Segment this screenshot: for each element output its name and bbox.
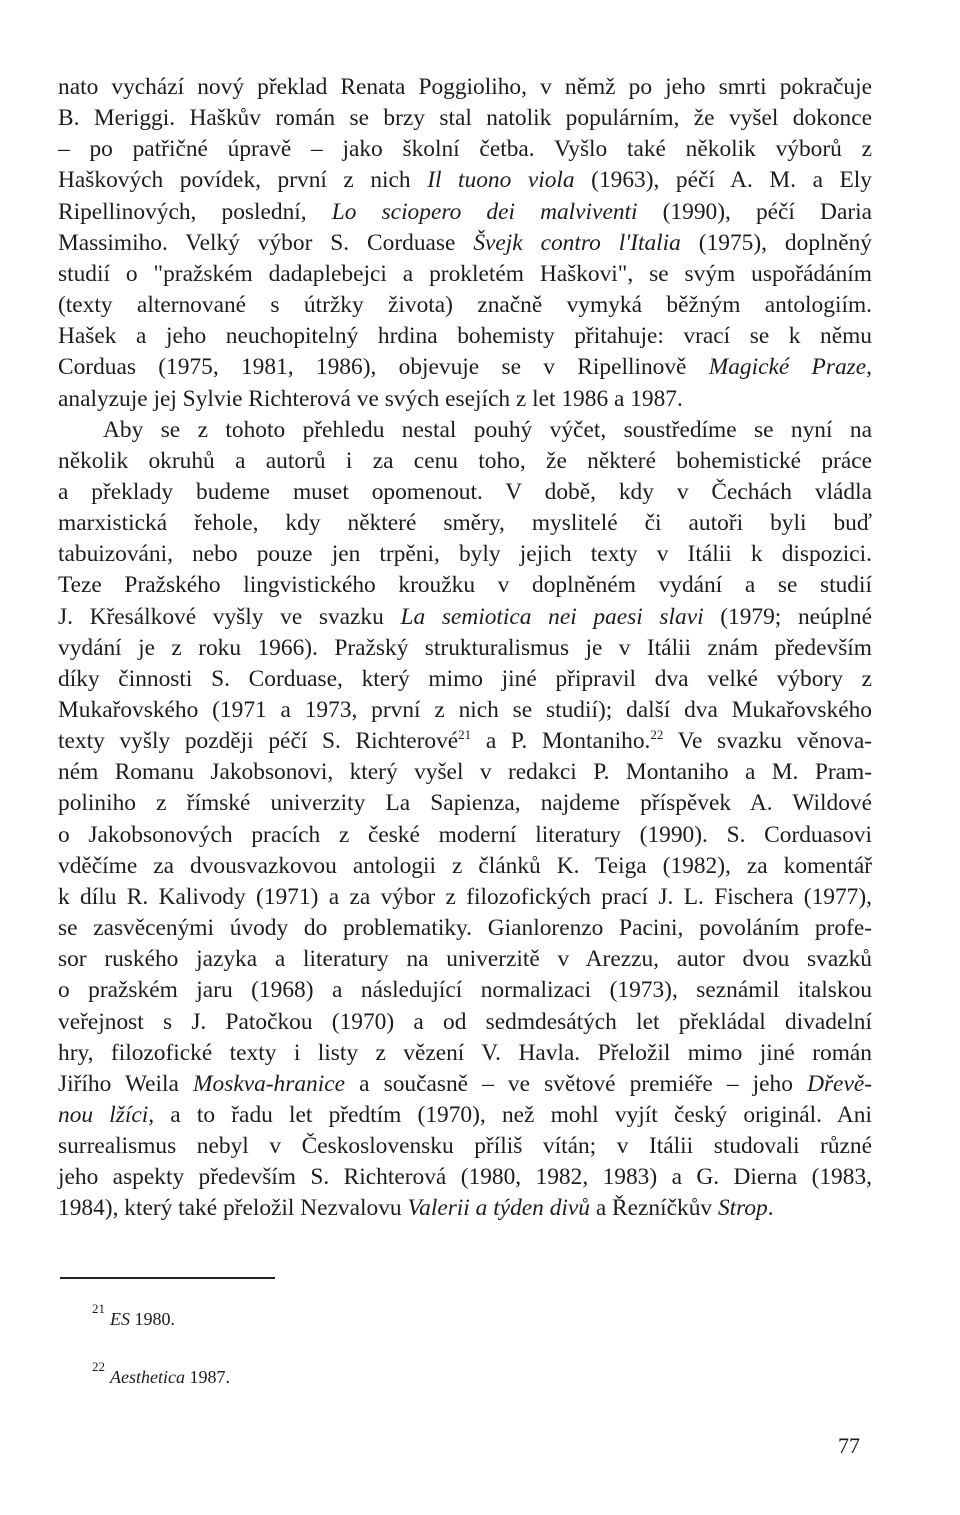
text-line <box>103 415 872 445</box>
text-line <box>58 975 872 1005</box>
text-run: a Řezníčkův <box>589 1195 718 1222</box>
italic-title: Lo sciopero dei malviventi <box>331 198 638 225</box>
text-run: o pražském jaru (1968) a následující normalizaci (1973), seznámil italskou <box>58 977 872 1004</box>
text-line <box>58 259 872 289</box>
text-line <box>58 477 872 507</box>
text-line <box>58 1193 872 1223</box>
text-line <box>58 1131 872 1161</box>
text-line <box>58 944 872 974</box>
italic-title: Valerii a týden divů <box>407 1195 590 1222</box>
text-line <box>58 1007 872 1037</box>
text-run: a to řadu let předtím (1970), než mohl vyjít český originál. Ani <box>154 1101 872 1128</box>
text-run: surrealismus nebyl v Československu příliš vítán; v Itálii studovali různé <box>58 1133 872 1160</box>
text-line <box>58 228 872 258</box>
text-run: a současně – ve světové premiéře – jeho <box>345 1070 808 1097</box>
text-line <box>58 851 872 881</box>
text-line <box>58 384 872 414</box>
text-line <box>58 726 872 756</box>
text-run: analyzuje jej Sylvie Richterová ve svých esejích z let 1986 a 1987. <box>58 385 683 412</box>
italic-title: La semiotica nei paesi slavi <box>400 603 704 630</box>
italic-title: Il tuono viola <box>427 167 575 194</box>
footnote-number: 22 <box>92 1359 105 1374</box>
text-run: 1980. <box>130 1309 175 1329</box>
text-run: Ripellinových, poslední, <box>58 198 332 225</box>
text-line <box>58 1069 872 1099</box>
text-line <box>58 539 872 569</box>
text-line <box>58 570 872 600</box>
text-run: Ve svazku věnova- <box>663 728 872 755</box>
text-run: (1963), péčí A. M. a Ely <box>574 167 872 194</box>
italic-title: Moskva-hranice <box>193 1070 346 1097</box>
text-line <box>58 165 872 195</box>
text-line <box>58 882 872 912</box>
text-line <box>58 290 872 320</box>
text-run: díky činnosti S. Corduase, který mimo jiné připravil dva velké výbory z <box>58 665 872 692</box>
text-run: (1975), doplněný <box>680 229 872 256</box>
text-line <box>58 788 872 818</box>
text-run: texty vyšly později péčí S. Richterové <box>58 728 459 755</box>
text-line <box>58 508 872 538</box>
footnote-reference: 21 <box>458 727 472 743</box>
text-run: 1987. <box>184 1367 230 1387</box>
text-run: Hašek a jeho neuchopitelný hrdina bohemisty přitahuje: vrací se k němu <box>58 323 872 350</box>
text-run: nato vychází nový překlad Renata Poggioliho, v němž po jeho smrti pokračuje <box>58 74 872 100</box>
text-run: o Jakobsonových pracích z české moderní literatury (1990). S. Corduasovi <box>58 821 872 848</box>
text-run: Teze Pražského lingvistického kroužku v doplněném vydání a se studií <box>58 572 872 599</box>
footnote <box>92 1297 175 1331</box>
footnote <box>92 1355 230 1389</box>
text-run: Aby se z tohoto přehledu nestal pouhý výčet, soustředíme se nyní na <box>103 416 872 443</box>
italic-title: Švejk contro l'Italia <box>473 229 681 256</box>
footnote-reference: 22 <box>650 727 664 743</box>
text-run: Corduas (1975, 1981, 1986), objevuje se v Ripellinově <box>58 354 709 381</box>
text-run: Massimiho. Velký výbor S. Corduase <box>58 229 474 256</box>
text-run: tabuizováni, nebo pouze jen trpěni, byly jejich texty v Itálii k dispozici. <box>58 541 872 568</box>
text-run: ném Romanu Jakobsonovi, který vyšel v redakci P. Montaniho a M. Pram- <box>58 759 872 786</box>
text-run: (texty alternované s útržky života) značně vymyká běžným antologiím. <box>58 292 872 319</box>
text-run: se zasvěcenými úvody do problematiky. Gianlorenzo Pacini, povoláním profe- <box>58 915 872 942</box>
text-run: Haškových povídek, první z nich <box>58 167 428 194</box>
text-run: , <box>866 354 872 381</box>
text-run: marxistická řehole, kdy některé směry, myslitelé či autoři byli buď <box>58 510 872 537</box>
text-line <box>58 72 872 102</box>
italic-title: Aesthetica <box>110 1367 185 1387</box>
italic-title: Dřevě- <box>807 1070 872 1097</box>
text-run: B. Meriggi. Haškův román se brzy stal natolik populárním, že vyšel dokonce <box>58 105 872 132</box>
text-run: a P. Montaniho. <box>471 728 651 755</box>
page-number: 77 <box>838 1433 860 1458</box>
text-line <box>58 1162 872 1192</box>
text-run: sor ruského jazyka a literatury na univerzitě v Arezzu, autor dvou svazků <box>58 946 872 973</box>
italic-title: Magické Praze <box>708 354 867 381</box>
text-run: a překlady budeme muset opomenout. V době, kdy v Čechách vládla <box>58 478 872 505</box>
text-line <box>58 352 872 382</box>
text-run: hry, filozofické texty i listy z vězení V. Havla. Přeložil mimo jiné román <box>58 1039 872 1066</box>
text-line <box>58 134 872 164</box>
text-line <box>58 664 872 694</box>
text-run: – po patřičné úpravě – jako školní četba. Vyšlo také několik výborů z <box>58 136 872 163</box>
text-run: studií o "pražském dadaplebejci a prokletém Haškovi", se svým uspořádáním <box>58 260 872 287</box>
text-line <box>58 602 872 632</box>
text-run: vděčíme za dvousvazkovou antologii z článků K. Teiga (1982), za komentář <box>58 852 872 879</box>
text-run: poliniho z římské univerzity La Sapienza, najdeme příspěvek A. Wildové <box>58 790 872 817</box>
text-run: Jiřího Weila <box>58 1070 194 1097</box>
text-line <box>58 1038 872 1068</box>
text-run: 1984), který také přeložil Nezvalovu <box>58 1195 408 1222</box>
italic-title: ES <box>110 1309 130 1329</box>
text-line <box>58 1100 872 1130</box>
footnote-number: 21 <box>92 1301 105 1316</box>
text-run: vydání je z roku 1966). Pražský strukturalismus je v Itálii znám především <box>58 634 872 661</box>
text-line <box>58 446 872 476</box>
text-line <box>58 321 872 351</box>
text-line <box>58 695 872 725</box>
text-run: jeho aspekty především S. Richterová (1980, 1982, 1983) a G. Dierna (1983, <box>58 1164 872 1191</box>
text-line <box>58 757 872 787</box>
text-run: (1979; neúplné <box>703 603 873 630</box>
italic-title: nou lžíci, <box>58 1101 155 1128</box>
text-run: (1990), péčí Daria <box>637 198 872 225</box>
text-line <box>58 820 872 850</box>
text-line <box>58 103 872 133</box>
text-run: J. Křesálkové vyšly ve svazku <box>58 603 401 630</box>
text-run: k dílu R. Kalivody (1971) a za výbor z filozofických prací J. L. Fischera (1977), <box>58 883 872 910</box>
text-run: veřejnost s J. Patočkou (1970) a od sedmdesátých let překládal divadelní <box>58 1008 872 1035</box>
footnote-rule <box>60 1277 275 1279</box>
italic-title: Strop <box>717 1195 768 1222</box>
text-run: Mukařovského (1971 a 1973, první z nich se studií); další dva Mukařovského <box>58 697 872 723</box>
text-line <box>58 197 872 227</box>
text-run: . <box>767 1195 774 1222</box>
text-line <box>58 913 872 943</box>
text-run: několik okruhů a autorů i za cenu toho, že některé bohemistické práce <box>58 447 872 474</box>
text-line <box>58 633 872 663</box>
